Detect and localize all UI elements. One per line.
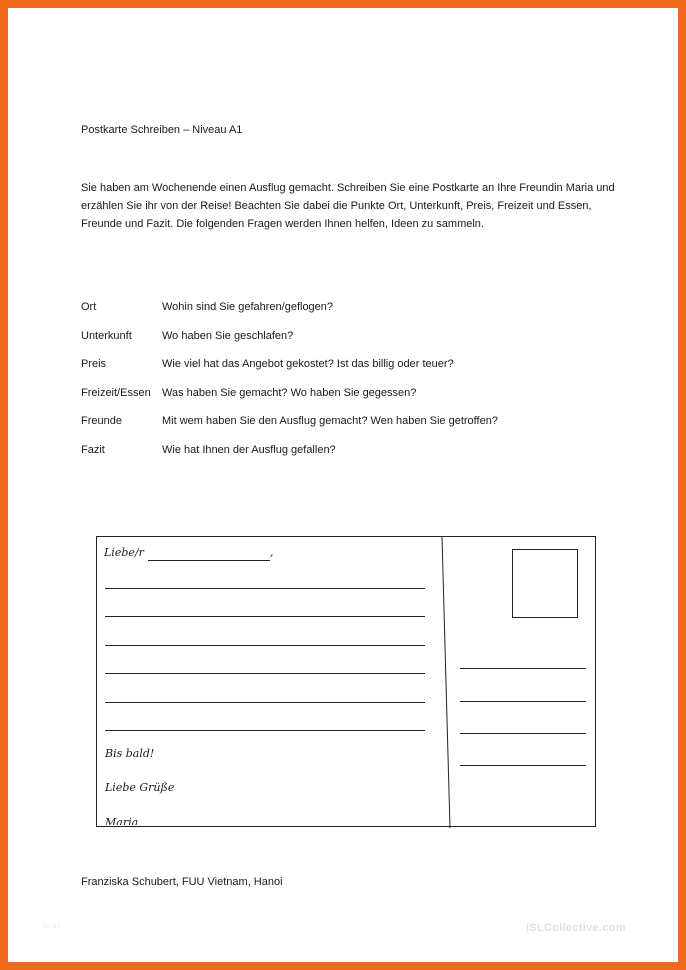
question-label-unterkunft: Unterkunft <box>81 330 132 342</box>
question-text-ort: Wohin sind Sie gefahren/geflogen? <box>162 301 334 313</box>
postcard-template <box>96 536 596 827</box>
stamp-box <box>512 549 578 618</box>
address-line[interactable] <box>460 733 586 734</box>
writing-line[interactable] <box>105 645 425 646</box>
question-text-preis: Wie viel hat das Angebot gekostet? Ist das billig oder teuer? <box>162 358 454 370</box>
writing-line[interactable] <box>105 730 425 731</box>
closing-liebe-gruesse: Liebe Grüße <box>105 781 175 794</box>
question-text-freunde: Mit wem haben Sie den Ausflug gemacht? Wen haben Sie getroffen? <box>162 415 498 427</box>
writing-line[interactable] <box>105 616 425 617</box>
question-label-freizeit-essen: Freizeit/Essen <box>81 387 151 399</box>
question-label-preis: Preis <box>81 358 107 370</box>
writing-line[interactable] <box>105 588 425 589</box>
question-text-freizeit-essen: Was haben Sie gemacht? Wo haben Sie gegessen? <box>162 387 417 399</box>
license-watermark: ᴄᴄ ʙʏ <box>42 921 61 930</box>
question-label-fazit: Fazit <box>81 444 105 456</box>
writing-line[interactable] <box>105 673 425 674</box>
address-line[interactable] <box>460 701 586 702</box>
instructions-paragraph: Sie haben am Wochenende einen Ausflug gemacht. Schreiben Sie eine Postkarte an Ihre Freundin Maria und erzählen Sie ihr von der Reise! Beachten Sie dabei die Punkte Ort, Unterkunft, Preis, Freizeit und Essen, Freunde und Fazit. Die folgenden Fragen werden Ihnen helfen, Ideen zu sammeln. <box>81 182 615 230</box>
closing-bis-bald: Bis bald! <box>105 747 155 760</box>
greeting-text: Liebe/r <box>104 546 144 559</box>
address-line[interactable] <box>460 668 586 669</box>
greeting-line <box>104 543 273 561</box>
question-text-fazit: Wie hat Ihnen der Ausflug gefallen? <box>162 444 336 456</box>
author-credit: Franziska Schubert, FUU Vietnam, Hanoi <box>81 876 283 888</box>
page-title: Postkarte Schreiben – Niveau A1 <box>81 124 243 136</box>
greeting-comma: , <box>269 546 274 559</box>
question-label-freunde: Freunde <box>81 415 122 427</box>
writing-line[interactable] <box>105 702 425 703</box>
worksheet-page <box>8 8 678 962</box>
question-text-unterkunft: Wo haben Sie geschlafen? <box>162 330 294 342</box>
site-watermark: iSLCollective.com <box>526 922 626 934</box>
recipient-name-blank[interactable] <box>148 549 270 561</box>
address-line[interactable] <box>460 765 586 766</box>
question-label-ort: Ort <box>81 301 97 313</box>
signature: Maria <box>105 816 139 825</box>
